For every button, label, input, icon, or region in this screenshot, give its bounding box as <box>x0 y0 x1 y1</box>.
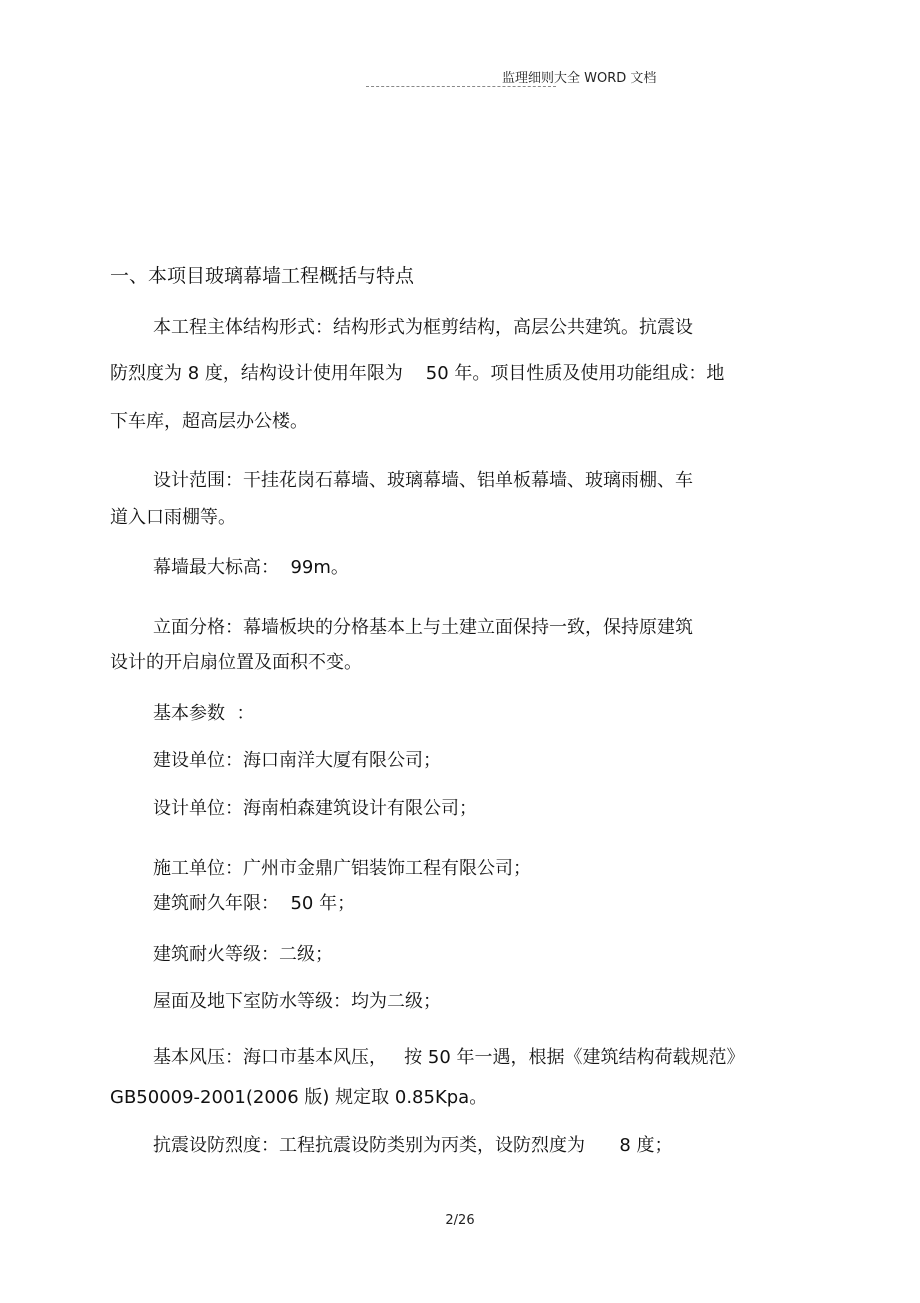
paragraph-line: 道入口雨棚等。 <box>110 507 236 528</box>
page-header: 监理细则大全 WORD 文档 <box>502 71 657 86</box>
paragraph-line: 设计的开启扇位置及面积不变。 <box>110 652 362 673</box>
paragraph-line: 屋面及地下室防水等级：均为二级； <box>153 991 441 1012</box>
paragraph-line: 基本风压：海口市基本风压， 按 50 年一遇，根据《建筑结构荷载规范》 <box>153 1047 745 1068</box>
paragraph-line: 建筑耐火等级：二级； <box>153 944 333 965</box>
header-rule <box>366 86 556 87</box>
paragraph-line: 设计单位：海南柏森建筑设计有限公司； <box>153 798 477 819</box>
paragraph-line: 防烈度为 8 度，结构设计使用年限为 50 年。项目性质及使用功能组成：地 <box>110 363 725 384</box>
paragraph-line: 施工单位：广州市金鼎广铝装饰工程有限公司； <box>153 858 531 879</box>
paragraph-line: GB50009-2001(2006 版) 规定取 0.85Kpa。 <box>110 1087 488 1108</box>
paragraph-line: 设计范围：干挂花岗石幕墙、玻璃幕墙、铝单板幕墙、玻璃雨棚、车 <box>153 470 693 491</box>
paragraph-line: 抗震设防烈度：工程抗震设防类别为丙类，设防烈度为 8 度； <box>153 1135 673 1156</box>
paragraph-line: 建筑耐久年限： 50 年； <box>153 893 356 914</box>
paragraph-line: 幕墙最大标高： 99m。 <box>153 557 349 578</box>
paragraph-line: 基本参数 ： <box>153 703 255 724</box>
page-number: 2/26 <box>445 1213 475 1228</box>
paragraph-line: 本工程主体结构形式：结构形式为框剪结构，高层公共建筑。抗震设 <box>153 317 693 338</box>
paragraph-line: 立面分格：幕墙板块的分格基本上与土建立面保持一致，保持原建筑 <box>153 617 693 638</box>
paragraph-line: 建设单位：海口南洋大厦有限公司； <box>153 750 441 771</box>
section-title: 一、本项目玻璃幕墙工程概括与特点 <box>110 265 415 287</box>
paragraph-line: 下车库，超高层办公楼。 <box>110 411 308 432</box>
